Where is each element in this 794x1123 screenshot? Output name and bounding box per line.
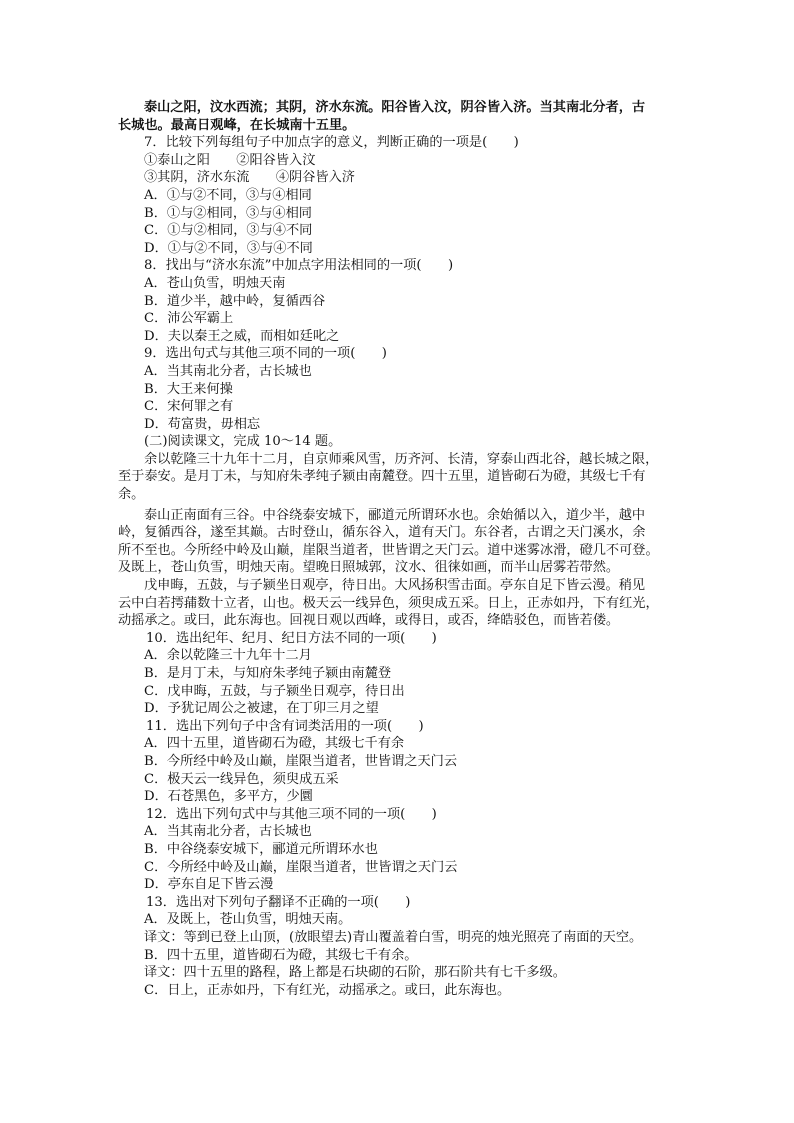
question-11-option-c: C．极天云一线异色，须臾成五采 [144,771,339,787]
question-12-option-c: C．今所经中岭及山巅，崖限当道者，世皆谓之天门云 [144,859,458,875]
question-9-option-c: C．宋何罪之有 [144,399,234,415]
passage-line: 所不至也。今所经中岭及山巅，崖限当道者，世皆谓之天门云。道中迷雾冰滑，磴几不可登。 [118,542,659,558]
question-8: 8．找出与“济水东流”中加点字用法相同的一项( ) [144,258,454,274]
question-7-item: ①泰山之阳 ②阳谷皆入汶 [144,152,316,168]
passage-line: 岭，复循西谷，遂至其巅。古时登山，循东谷入，道有天门。东谷者，古谓之天门溪水，余 [118,525,646,541]
question-13-option-c: C．日上，正赤如丹，下有红光，动摇承之。或曰，此东海也。 [144,982,511,998]
passage-line: 云中白若摴蒱数十立者，山也。极天云一线异色，须臾成五采。日上，正赤如丹，下有红光， [118,595,659,611]
question-13: 13．选出对下列句子翻译不正确的一项( ) [146,894,411,910]
question-11-option-a: A．四十五里，道皆砌石为磴，其级七千有余 [144,736,405,752]
question-7: 7．比较下列每组句子中加点字的意义，判断正确的一项是( ) [144,135,519,151]
passage-line: 余以乾隆三十九年十二月，自京师乘风雪，历齐河、长清，穿泰山西北谷，越长城之限， [144,451,659,467]
question-10-option-c: C．戊申晦，五鼓，与子颍坐日观亭，待日出 [144,683,405,699]
question-11-option-b: B．今所经中岭及山巅，崖限当道者，世皆谓之天门云 [144,753,458,769]
question-11: 11．选出下列句子中含有词类活用的一项( ) [146,718,424,734]
passage-line: 至于泰安。是月丁未，与知府朱孝纯子颍由南麓登。四十五里，道皆砌石为磴，其级七千有 [118,469,646,485]
question-13-option-a: A．及既上，苍山负雪，明烛天南。 [144,912,352,928]
question-7-option-c: C．①与②相同，③与④不同 [144,223,313,239]
section-heading: (二)阅读课文，完成 10～14 题。 [144,434,342,450]
question-9-option-a: A．当其南北分者，古长城也 [144,363,312,379]
question-12: 12．选出下列句式中与其他三项不同的一项( ) [146,806,437,822]
question-13-translation-b: 译文：四十五里的路程，路上都是石块砌的石阶，那石阶共有七千多级。 [144,965,566,981]
passage-line: 泰山正南面有三谷。中谷绕泰安城下，郦道元所谓环水也。余始循以入，道少半，越中 [144,507,646,523]
question-13-option-b: B．四十五里，道皆砌石为磴，其级七千有余。 [144,947,418,963]
question-12-option-d: D．亭东自足下皆云漫 [144,877,274,893]
question-7-option-d: D．①与②不同，③与④不同 [144,240,313,256]
question-10-option-b: B．是月丁未，与知府朱孝纯子颍由南麓登 [144,666,392,681]
passage-line: 泰山之阳，汶水西流；其阴，济水东流。阳谷皆入汶，阴谷皆入济。当其南北分者，古 [144,100,646,115]
question-11-option-d: D．石苍黑色，多平方，少圜 [144,789,313,805]
passage-line: 戊申晦，五鼓，与子颍坐日观亭，待日出。大风扬积雪击面。亭东自足下皆云漫。稍见 [144,578,646,594]
question-9-option-b: B．大王来何操 [144,381,233,397]
passage-line: 余。 [118,487,145,503]
question-7-item: ③其阴，济水东流 ④阴谷皆入济 [144,170,355,186]
question-10: 10．选出纪年、纪月、纪日方法不同的一项( ) [146,630,437,646]
question-12-option-b: B．中谷绕泰安城下，郦道元所谓环水也 [144,841,378,857]
question-10-option-d: D．予犹记周公之被逮，在丁卯三月之望 [144,701,379,717]
document-body [118,96,680,999]
passage-line: 动摇承之。或曰，此东海也。回视日观以西峰，或得日，或否，绛皓驳色，而皆若偻。 [118,613,620,629]
question-12-option-a: A．当其南北分者，古长城也 [144,824,312,840]
passage-line: 长城也。最高日观峰，在长城南十五里。 [118,117,356,133]
question-9: 9．选出句式与其他三项不同的一项( ) [144,346,387,362]
question-7-option-a: A．①与②不同，③与④相同 [144,187,312,203]
question-7-option-b: B．①与②相同，③与④相同 [144,205,312,221]
question-8-option-b: B．道少半，越中岭，复循西谷 [144,293,326,309]
question-8-option-d: D．夫以秦王之威，而相如廷叱之 [144,328,340,344]
passage-line: 及既上，苍山负雪，明烛天南。望晚日照城郭，汶水、徂徕如画，而半山居雾若带然。 [118,560,620,576]
question-9-option-d: D．苟富贵，毋相忘 [144,416,261,432]
question-8-option-c: C．沛公军霸上 [144,311,234,327]
question-10-option-a: A．余以乾隆三十九年十二月 [144,648,312,664]
question-13-translation-a: 译文：等到已登上山顶，(放眼望去)青山覆盖着白雪，明亮的烛光照亮了南面的天空。 [144,929,643,945]
question-8-option-a: A．苍山负雪，明烛天南 [144,275,286,291]
